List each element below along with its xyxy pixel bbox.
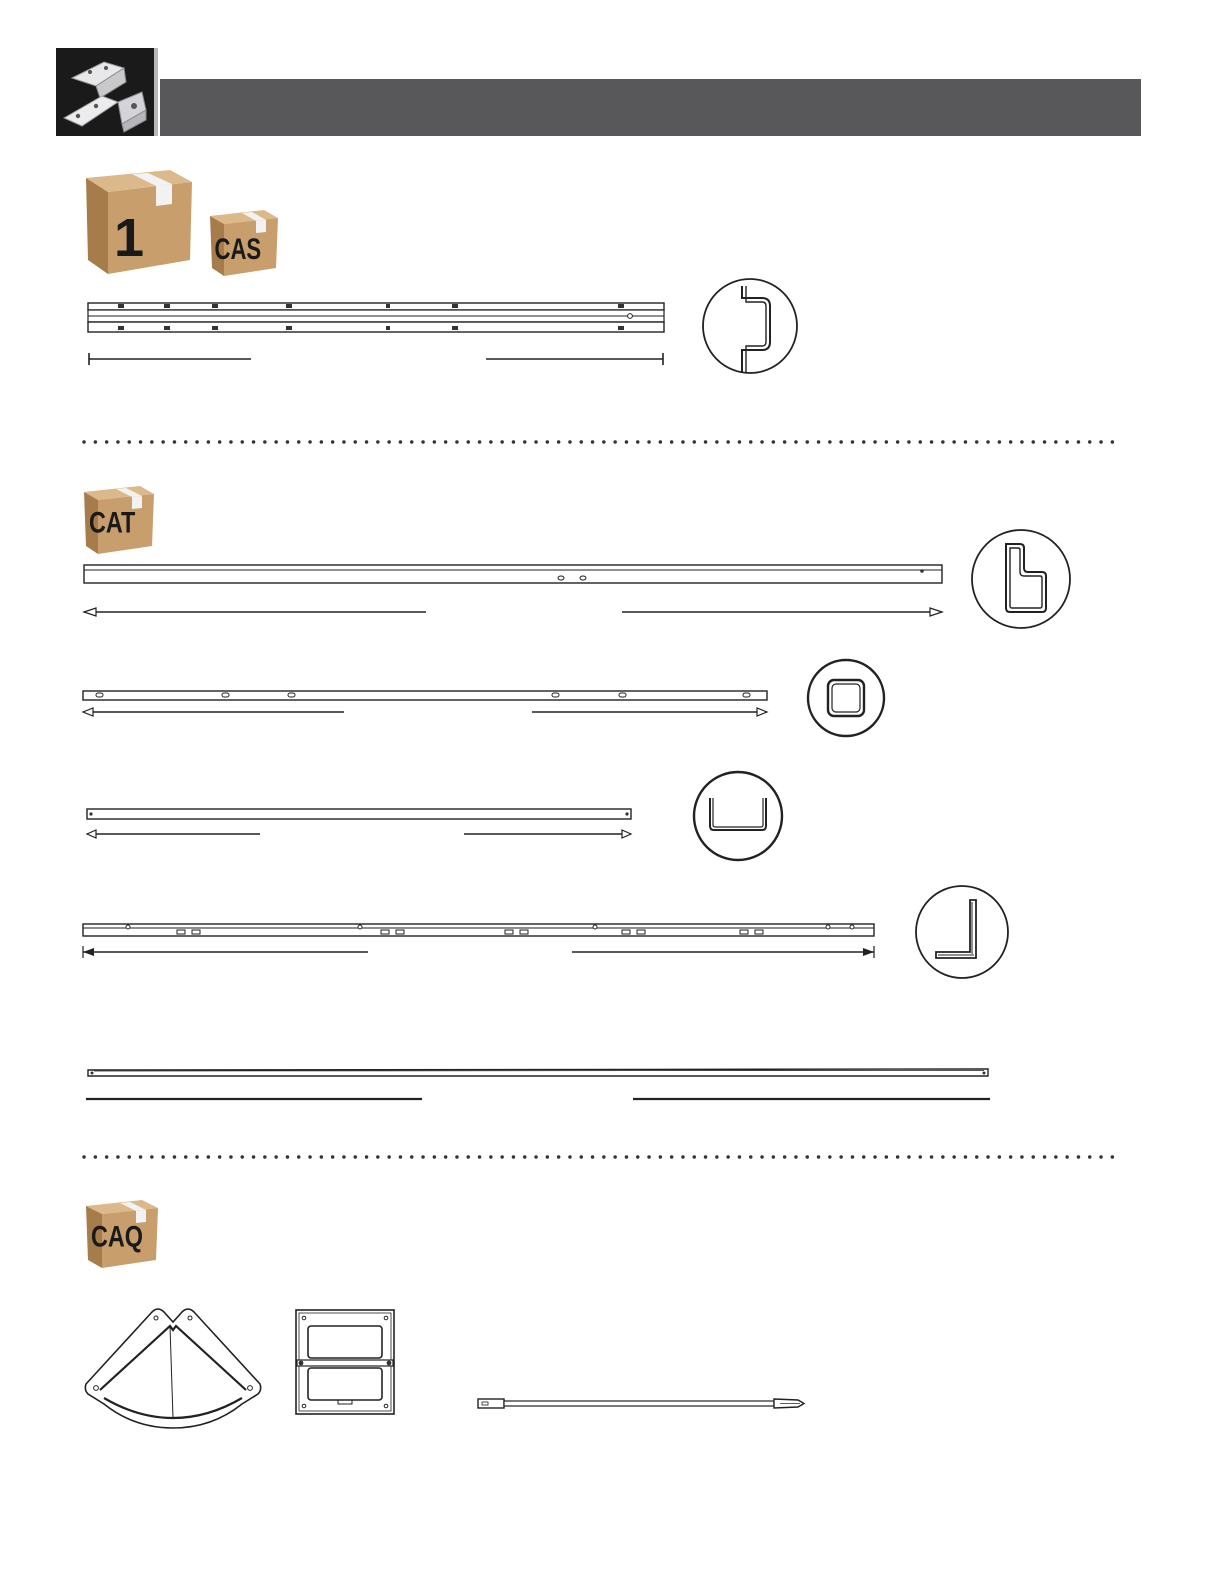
u-channel-profile-icon bbox=[692, 770, 784, 862]
header-bracket-icon bbox=[56, 48, 154, 136]
square-plate-icon bbox=[294, 1308, 396, 1418]
box-label-cas: CAS bbox=[214, 231, 262, 266]
box-label-cat: CAT bbox=[89, 505, 136, 540]
corner-bracket-icon bbox=[82, 1304, 264, 1436]
box-label-caq: CAQ bbox=[91, 1219, 143, 1254]
angle-rail-icon bbox=[80, 920, 878, 962]
hat-channel-profile-icon bbox=[700, 276, 800, 376]
square-tube-profile-icon bbox=[806, 658, 886, 738]
header-divider bbox=[154, 48, 158, 136]
rod-icon bbox=[476, 1396, 808, 1412]
double-rail-icon bbox=[86, 300, 666, 370]
angle-profile-icon bbox=[914, 884, 1010, 980]
u-channel-icon bbox=[82, 806, 636, 850]
section-divider bbox=[82, 1148, 1122, 1156]
box-cat-icon bbox=[80, 482, 158, 556]
box-label-1: 1 bbox=[114, 208, 145, 268]
box-1-icon bbox=[80, 164, 196, 276]
box-cas-icon bbox=[206, 206, 282, 278]
header-bar bbox=[160, 79, 1141, 136]
section-divider bbox=[82, 433, 1122, 441]
long-channel-icon bbox=[80, 562, 946, 622]
c-channel-profile-icon bbox=[970, 528, 1072, 630]
flat-bar-icon bbox=[84, 1066, 994, 1106]
box-caq-icon bbox=[82, 1196, 162, 1270]
square-tube-icon bbox=[80, 688, 770, 720]
